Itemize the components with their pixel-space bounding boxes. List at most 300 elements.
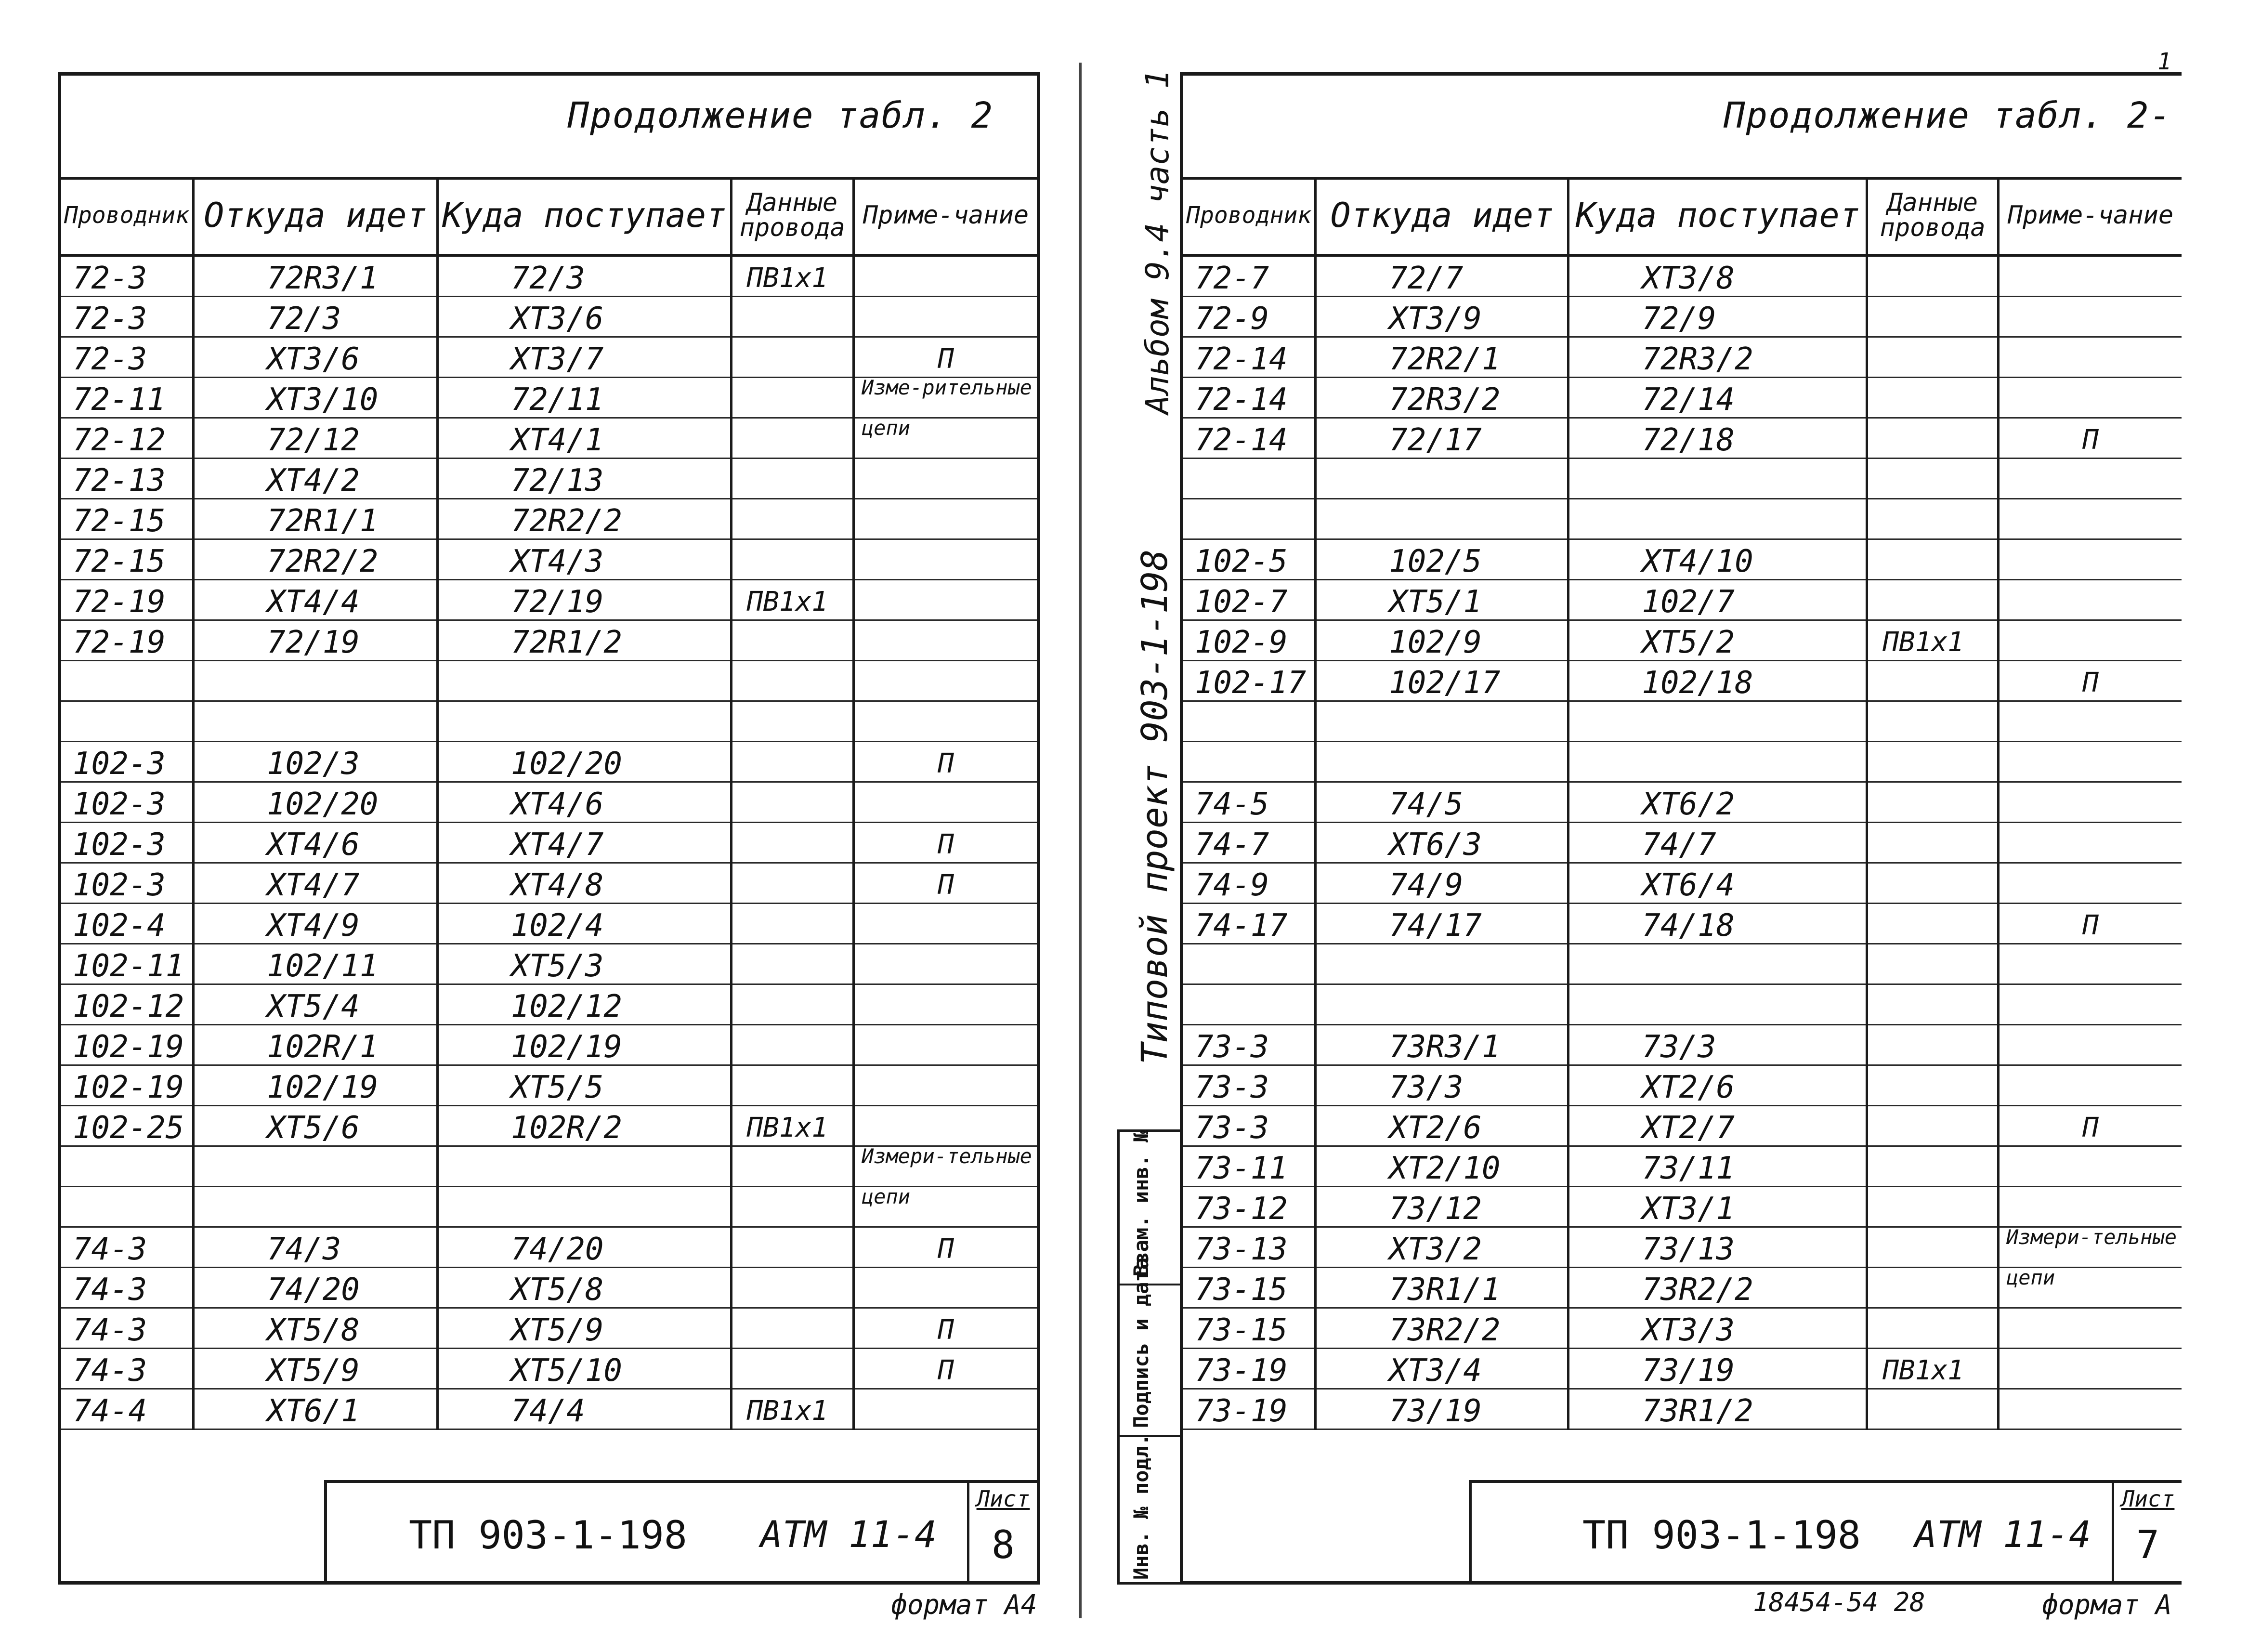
cell-note bbox=[1998, 1146, 2182, 1187]
table-row bbox=[61, 418, 1037, 459]
cell-note bbox=[853, 661, 1037, 701]
table-row bbox=[61, 499, 1037, 539]
cell-note bbox=[853, 904, 1037, 944]
cell-to: 72/19 bbox=[437, 580, 731, 620]
cell-wire-data bbox=[731, 539, 853, 580]
cell-from: XT5/6 bbox=[194, 1106, 438, 1146]
cell-note bbox=[1998, 782, 2182, 823]
page-divider-line bbox=[1079, 63, 1082, 1618]
cell-from: 72R1/1 bbox=[194, 499, 438, 539]
table-row bbox=[61, 984, 1037, 1025]
table-row bbox=[1183, 863, 2182, 904]
cell-note bbox=[853, 701, 1037, 742]
cell-from: 72R2/1 bbox=[1316, 337, 1568, 378]
cell-wire-data bbox=[731, 904, 853, 944]
cell-from bbox=[194, 1187, 438, 1227]
cell-to: 73/3 bbox=[1568, 1025, 1867, 1065]
cell-wire-data bbox=[731, 1227, 853, 1268]
cell-wire bbox=[61, 1146, 194, 1187]
cell-to: 73/13 bbox=[1568, 1227, 1867, 1268]
table-row bbox=[61, 742, 1037, 782]
cell-wire-data bbox=[731, 620, 853, 661]
table-row bbox=[1183, 742, 2182, 782]
cell-from bbox=[1316, 944, 1568, 984]
cell-from: 72/12 bbox=[194, 418, 438, 459]
cell-to: 72/14 bbox=[1568, 378, 1867, 418]
right-stamp-code: ТП 903-1-198 bbox=[1582, 1513, 1861, 1558]
left-sheet bbox=[58, 72, 1040, 1585]
cell-note bbox=[853, 499, 1037, 539]
cell-note: П bbox=[1998, 904, 2182, 944]
cell-to: XT3/3 bbox=[1568, 1308, 1867, 1349]
cell-note bbox=[1998, 459, 2182, 499]
cell-note bbox=[853, 1025, 1037, 1065]
cell-note bbox=[853, 580, 1037, 620]
cell-wire-data bbox=[731, 782, 853, 823]
left-stamp-atm: АТМ 11-4 bbox=[760, 1513, 937, 1556]
table-row bbox=[61, 1349, 1037, 1389]
cell-wire-data bbox=[731, 459, 853, 499]
project-inscription: Типовой проект 903-1-198 bbox=[1134, 549, 1176, 1064]
cell-from: XT3/10 bbox=[194, 378, 438, 418]
cell-from bbox=[1316, 701, 1568, 742]
cell-wire: 74-17 bbox=[1183, 904, 1316, 944]
table-row bbox=[61, 944, 1037, 984]
corner-sheet-mark: 1 bbox=[2157, 48, 2171, 75]
cell-wire-data bbox=[731, 1146, 853, 1187]
cell-wire: 72-3 bbox=[61, 255, 194, 297]
table-row bbox=[61, 1187, 1037, 1227]
cell-to bbox=[437, 1146, 731, 1187]
table-row bbox=[61, 1308, 1037, 1349]
cell-wire-data bbox=[1867, 863, 1999, 904]
cell-wire-data bbox=[731, 661, 853, 701]
right-continuation-header bbox=[1183, 76, 2182, 180]
table-row bbox=[1183, 782, 2182, 823]
cell-wire-data bbox=[731, 1187, 853, 1227]
cell-from: XT4/4 bbox=[194, 580, 438, 620]
cell-to: XT5/10 bbox=[437, 1349, 731, 1389]
cell-to bbox=[1568, 499, 1867, 539]
cell-wire-data bbox=[1867, 1389, 1999, 1429]
cell-wire: 73-19 bbox=[1183, 1389, 1316, 1429]
cell-wire: 102-3 bbox=[61, 742, 194, 782]
cell-note bbox=[1998, 1025, 2182, 1065]
cell-wire: 102-4 bbox=[61, 904, 194, 944]
cell-to: 102/18 bbox=[1568, 661, 1867, 701]
cell-wire: 102-19 bbox=[61, 1065, 194, 1106]
cell-wire-data bbox=[731, 378, 853, 418]
cell-note bbox=[1998, 539, 2182, 580]
cell-to: XT4/7 bbox=[437, 823, 731, 863]
cell-to: XT6/2 bbox=[1568, 782, 1867, 823]
cell-note bbox=[853, 1389, 1037, 1429]
cell-note: П bbox=[853, 1349, 1037, 1389]
left-stamp-code: ТП 903-1-198 bbox=[409, 1513, 687, 1558]
cell-wire-data: ПВ1х1 bbox=[1867, 1349, 1999, 1389]
cell-note: П bbox=[853, 863, 1037, 904]
cell-to: XT3/7 bbox=[437, 337, 731, 378]
cell-note bbox=[853, 255, 1037, 297]
cell-note bbox=[853, 459, 1037, 499]
handwritten-archive-number: 18454-54 28 bbox=[1753, 1587, 1925, 1617]
right-continuation-title: Продолжение табл. 2- bbox=[1723, 95, 2172, 136]
cell-note bbox=[1998, 580, 2182, 620]
cell-wire: 72-19 bbox=[61, 580, 194, 620]
cell-to: 74/18 bbox=[1568, 904, 1867, 944]
cell-note: П bbox=[853, 823, 1037, 863]
cell-wire: 102-11 bbox=[61, 944, 194, 984]
table-row bbox=[1183, 255, 2182, 297]
cell-from: 73R2/2 bbox=[1316, 1308, 1568, 1349]
cell-from bbox=[1316, 742, 1568, 782]
cell-from: 74/5 bbox=[1316, 782, 1568, 823]
table-row bbox=[1183, 661, 2182, 701]
table-row bbox=[61, 904, 1037, 944]
table-row bbox=[61, 580, 1037, 620]
cell-from: 74/20 bbox=[194, 1268, 438, 1308]
cell-to: XT4/3 bbox=[437, 539, 731, 580]
cell-note bbox=[853, 944, 1037, 984]
cell-wire bbox=[1183, 701, 1316, 742]
table-row bbox=[61, 863, 1037, 904]
cell-wire-data bbox=[1867, 1146, 1999, 1187]
cell-from: 102/5 bbox=[1316, 539, 1568, 580]
cell-wire: 102-12 bbox=[61, 984, 194, 1025]
cell-note: цепи bbox=[1998, 1268, 2182, 1308]
cell-from bbox=[1316, 984, 1568, 1025]
cell-to bbox=[437, 661, 731, 701]
cell-wire bbox=[1183, 499, 1316, 539]
cell-wire-data bbox=[731, 863, 853, 904]
cell-to: XT5/2 bbox=[1568, 620, 1867, 661]
cell-wire-data bbox=[1867, 823, 1999, 863]
cell-wire: 73-13 bbox=[1183, 1227, 1316, 1268]
cell-note: П bbox=[1998, 418, 2182, 459]
table-row bbox=[61, 539, 1037, 580]
cell-wire-data bbox=[731, 297, 853, 337]
cell-to: 72R1/2 bbox=[437, 620, 731, 661]
cell-wire-data bbox=[731, 499, 853, 539]
table-row bbox=[61, 1146, 1037, 1187]
cell-to: XT4/10 bbox=[1568, 539, 1867, 580]
cell-wire: 73-11 bbox=[1183, 1146, 1316, 1187]
cell-to: 73R2/2 bbox=[1568, 1268, 1867, 1308]
cell-wire-data bbox=[1867, 418, 1999, 459]
cell-wire: 72-15 bbox=[61, 539, 194, 580]
table-row bbox=[61, 378, 1037, 418]
cell-from bbox=[194, 1146, 438, 1187]
cell-wire-data bbox=[1867, 1308, 1999, 1349]
cell-to: XT2/7 bbox=[1568, 1106, 1867, 1146]
cell-wire: 74-3 bbox=[61, 1268, 194, 1308]
cell-note bbox=[1998, 1308, 2182, 1349]
cell-wire: 72-7 bbox=[1183, 255, 1316, 297]
table-row bbox=[1183, 1308, 2182, 1349]
cell-wire bbox=[61, 1187, 194, 1227]
cell-to: 102R/2 bbox=[437, 1106, 731, 1146]
left-format-label: формат А4 bbox=[891, 1589, 1037, 1621]
cell-from: 102/17 bbox=[1316, 661, 1568, 701]
cell-to: 72/3 bbox=[437, 255, 731, 297]
cell-wire: 73-19 bbox=[1183, 1349, 1316, 1389]
col-header-to: Куда поступает bbox=[437, 177, 731, 255]
cell-wire: 72-3 bbox=[61, 297, 194, 337]
col-header-from: Откуда идет bbox=[1316, 177, 1568, 255]
cell-wire bbox=[1183, 459, 1316, 499]
cell-from: XT5/1 bbox=[1316, 580, 1568, 620]
cell-to: 72/11 bbox=[437, 378, 731, 418]
left-wire-table bbox=[61, 177, 1037, 1430]
cell-wire-data bbox=[731, 701, 853, 742]
cell-note bbox=[853, 1106, 1037, 1146]
cell-to: 72/18 bbox=[1568, 418, 1867, 459]
cell-from: 74/17 bbox=[1316, 904, 1568, 944]
cell-note: П bbox=[853, 337, 1037, 378]
cell-to bbox=[1568, 944, 1867, 984]
left-sheet-label: Лист bbox=[976, 1486, 1030, 1512]
cell-to: XT5/9 bbox=[437, 1308, 731, 1349]
cell-from: XT3/6 bbox=[194, 337, 438, 378]
album-inscription: Альбом 9.4 часть 1 bbox=[1139, 69, 1176, 414]
right-title-stamp bbox=[1469, 1480, 2182, 1581]
table-row bbox=[1183, 539, 2182, 580]
cell-wire: 74-9 bbox=[1183, 863, 1316, 904]
cell-wire: 102-5 bbox=[1183, 539, 1316, 580]
cell-wire: 102-3 bbox=[61, 823, 194, 863]
cell-wire: 102-19 bbox=[61, 1025, 194, 1065]
cell-note: Измери-тельные bbox=[1998, 1227, 2182, 1268]
cell-to: 73/19 bbox=[1568, 1349, 1867, 1389]
cell-note bbox=[1998, 1389, 2182, 1429]
cell-from: XT4/6 bbox=[194, 823, 438, 863]
cell-note: П bbox=[853, 1227, 1037, 1268]
cell-to: 72/9 bbox=[1568, 297, 1867, 337]
col-header-wire-data: Данные провода bbox=[1867, 177, 1999, 255]
table-row bbox=[1183, 499, 2182, 539]
cell-note bbox=[1998, 378, 2182, 418]
col-header-wire: Проводник bbox=[61, 177, 194, 255]
cell-wire-data bbox=[1867, 539, 1999, 580]
cell-note bbox=[853, 297, 1037, 337]
cell-wire-data: ПВ1х1 bbox=[731, 255, 853, 297]
table-row bbox=[1183, 984, 2182, 1025]
cell-to: 72R3/2 bbox=[1568, 337, 1867, 378]
cell-from: 73/12 bbox=[1316, 1187, 1568, 1227]
cell-wire-data bbox=[1867, 782, 1999, 823]
cell-note bbox=[1998, 944, 2182, 984]
cell-wire-data bbox=[1867, 459, 1999, 499]
cell-note bbox=[1998, 620, 2182, 661]
cell-note bbox=[853, 539, 1037, 580]
cell-wire: 72-9 bbox=[1183, 297, 1316, 337]
cell-to: XT4/8 bbox=[437, 863, 731, 904]
cell-note bbox=[1998, 1187, 2182, 1227]
cell-note bbox=[853, 782, 1037, 823]
table-row bbox=[1183, 1065, 2182, 1106]
table-row bbox=[61, 701, 1037, 742]
cell-to: 73R1/2 bbox=[1568, 1389, 1867, 1429]
left-continuation-title: Продолжение табл. 2 bbox=[567, 95, 993, 136]
cell-note: Измери-тельные bbox=[853, 1146, 1037, 1187]
cell-to: 74/20 bbox=[437, 1227, 731, 1268]
cell-note bbox=[1998, 823, 2182, 863]
cell-wire: 102-9 bbox=[1183, 620, 1316, 661]
cell-to bbox=[437, 701, 731, 742]
cell-wire-data bbox=[1867, 1187, 1999, 1227]
table-row bbox=[61, 823, 1037, 863]
left-sheet-number: 8 bbox=[991, 1522, 1015, 1567]
cell-wire bbox=[1183, 944, 1316, 984]
table-row bbox=[1183, 1146, 2182, 1187]
cell-wire bbox=[61, 661, 194, 701]
cell-wire-data bbox=[731, 984, 853, 1025]
cell-note bbox=[1998, 297, 2182, 337]
cell-note bbox=[1998, 1065, 2182, 1106]
cell-from: 73/19 bbox=[1316, 1389, 1568, 1429]
cell-wire: 102-17 bbox=[1183, 661, 1316, 701]
cell-wire: 102-3 bbox=[61, 863, 194, 904]
right-sheet bbox=[1180, 72, 2182, 1585]
cell-from: XT4/9 bbox=[194, 904, 438, 944]
cell-to bbox=[1568, 459, 1867, 499]
cell-wire bbox=[61, 701, 194, 742]
cell-wire: 74-3 bbox=[61, 1227, 194, 1268]
cell-wire-data bbox=[1867, 1106, 1999, 1146]
table-row bbox=[1183, 418, 2182, 459]
cell-wire-data bbox=[731, 823, 853, 863]
cell-wire bbox=[1183, 742, 1316, 782]
cell-to bbox=[1568, 984, 1867, 1025]
cell-wire bbox=[1183, 984, 1316, 1025]
cell-wire-data bbox=[1867, 580, 1999, 620]
cell-from: XT5/4 bbox=[194, 984, 438, 1025]
table-row bbox=[61, 297, 1037, 337]
cell-note bbox=[1998, 701, 2182, 742]
cell-wire-data bbox=[1867, 337, 1999, 378]
cell-note: цепи bbox=[853, 418, 1037, 459]
table-row bbox=[1183, 1106, 2182, 1146]
cell-from: 102/11 bbox=[194, 944, 438, 984]
table-row bbox=[61, 337, 1037, 378]
cell-wire-data bbox=[1867, 297, 1999, 337]
cell-to: XT3/8 bbox=[1568, 255, 1867, 297]
cell-wire-data bbox=[1867, 742, 1999, 782]
cell-to: 72R2/2 bbox=[437, 499, 731, 539]
cell-wire: 73-12 bbox=[1183, 1187, 1316, 1227]
cell-wire-data bbox=[1867, 944, 1999, 984]
cell-from: XT3/9 bbox=[1316, 297, 1568, 337]
table-row bbox=[61, 1389, 1037, 1429]
cell-wire-data bbox=[731, 1268, 853, 1308]
cell-from: XT6/1 bbox=[194, 1389, 438, 1429]
cell-from: XT4/2 bbox=[194, 459, 438, 499]
cell-to: XT6/4 bbox=[1568, 863, 1867, 904]
cell-wire: 72-14 bbox=[1183, 337, 1316, 378]
cell-to: XT5/3 bbox=[437, 944, 731, 984]
cell-to bbox=[1568, 701, 1867, 742]
cell-to: XT5/8 bbox=[437, 1268, 731, 1308]
cell-wire: 72-14 bbox=[1183, 378, 1316, 418]
binding-margin-stamp bbox=[1117, 1129, 1180, 1585]
cell-wire-data bbox=[1867, 701, 1999, 742]
cell-wire-data bbox=[1867, 378, 1999, 418]
table-row bbox=[1183, 1389, 2182, 1429]
left-title-stamp bbox=[324, 1480, 1037, 1581]
cell-from: 102R/1 bbox=[194, 1025, 438, 1065]
cell-wire-data bbox=[731, 1065, 853, 1106]
cell-wire-data bbox=[731, 418, 853, 459]
cell-wire: 74-4 bbox=[61, 1389, 194, 1429]
cell-from: 72/3 bbox=[194, 297, 438, 337]
right-wire-table bbox=[1183, 177, 2182, 1430]
table-row bbox=[1183, 580, 2182, 620]
right-stamp-atm: АТМ 11-4 bbox=[1915, 1513, 2091, 1556]
cell-wire: 72-3 bbox=[61, 337, 194, 378]
cell-wire: 73-15 bbox=[1183, 1308, 1316, 1349]
table-row bbox=[1183, 1025, 2182, 1065]
binding-stamp-label: Инв. № подл. bbox=[1129, 1433, 1153, 1580]
right-sheet-number: 7 bbox=[2136, 1522, 2160, 1567]
cell-from: 73R3/1 bbox=[1316, 1025, 1568, 1065]
cell-to: 73/11 bbox=[1568, 1146, 1867, 1187]
cell-to: XT3/1 bbox=[1568, 1187, 1867, 1227]
cell-wire-data bbox=[1867, 499, 1999, 539]
cell-from: 74/3 bbox=[194, 1227, 438, 1268]
col-header-from: Откуда идет bbox=[194, 177, 438, 255]
table-row bbox=[61, 1065, 1037, 1106]
cell-wire-data: ПВ1х1 bbox=[731, 1106, 853, 1146]
cell-note bbox=[853, 1065, 1037, 1106]
left-sheet-number-box bbox=[967, 1483, 1037, 1581]
cell-note bbox=[1998, 984, 2182, 1025]
cell-note: П bbox=[853, 742, 1037, 782]
table-row bbox=[61, 1025, 1037, 1065]
table-row bbox=[1183, 297, 2182, 337]
cell-from: 72R3/1 bbox=[194, 255, 438, 297]
cell-wire: 102-7 bbox=[1183, 580, 1316, 620]
cell-from: 102/20 bbox=[194, 782, 438, 823]
cell-from: XT6/3 bbox=[1316, 823, 1568, 863]
cell-wire: 102-3 bbox=[61, 782, 194, 823]
cell-from: 74/9 bbox=[1316, 863, 1568, 904]
cell-note bbox=[853, 1268, 1037, 1308]
table-row bbox=[1183, 1349, 2182, 1389]
cell-to bbox=[437, 1187, 731, 1227]
cell-to: 102/19 bbox=[437, 1025, 731, 1065]
cell-note bbox=[1998, 255, 2182, 297]
cell-wire: 72-13 bbox=[61, 459, 194, 499]
cell-to: XT4/1 bbox=[437, 418, 731, 459]
table-row bbox=[1183, 378, 2182, 418]
cell-note bbox=[1998, 337, 2182, 378]
cell-to: XT2/6 bbox=[1568, 1065, 1867, 1106]
cell-wire-data bbox=[1867, 1065, 1999, 1106]
cell-wire: 72-15 bbox=[61, 499, 194, 539]
table-row bbox=[61, 620, 1037, 661]
cell-wire: 73-3 bbox=[1183, 1106, 1316, 1146]
cell-from: XT4/7 bbox=[194, 863, 438, 904]
table-row bbox=[1183, 701, 2182, 742]
table-row bbox=[61, 1268, 1037, 1308]
cell-from: 102/3 bbox=[194, 742, 438, 782]
cell-note bbox=[1998, 863, 2182, 904]
cell-note: П bbox=[1998, 1106, 2182, 1146]
cell-from: XT3/2 bbox=[1316, 1227, 1568, 1268]
col-header-wire-data: Данные провода bbox=[731, 177, 853, 255]
cell-wire: 73-15 bbox=[1183, 1268, 1316, 1308]
cell-from: 72/7 bbox=[1316, 255, 1568, 297]
